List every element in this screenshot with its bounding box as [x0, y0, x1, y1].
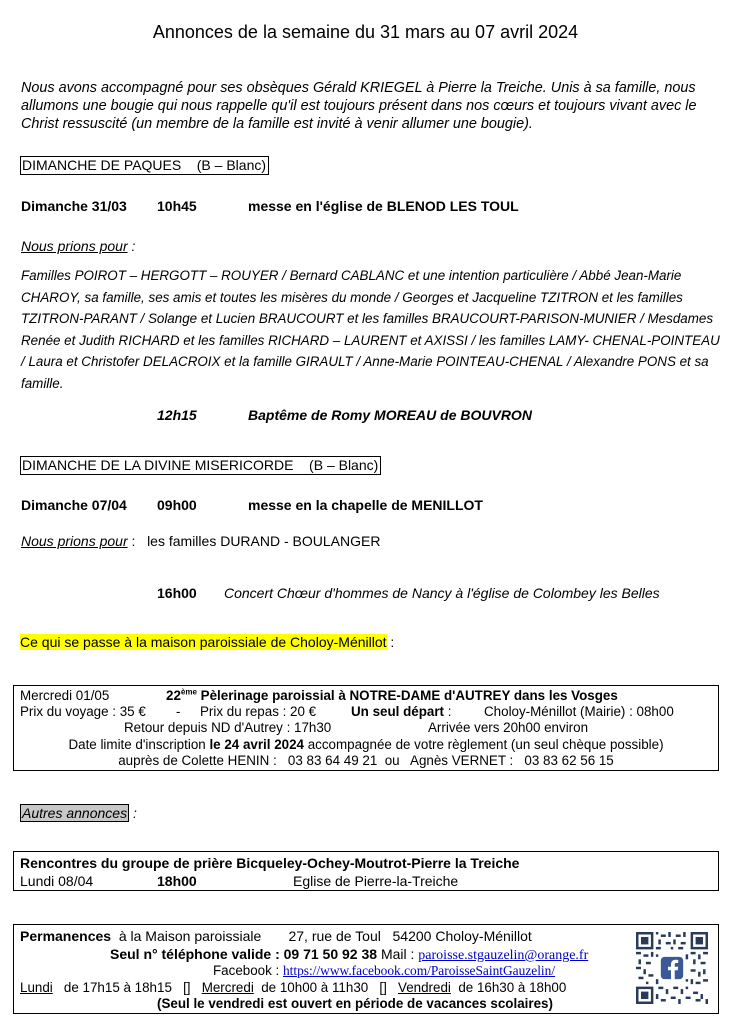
facebook-qr-code-icon: [636, 932, 708, 1004]
sep-1: []: [183, 980, 191, 995]
pelerinage-date: Mercredi 01/05: [20, 688, 110, 703]
sunday1-heading: DIMANCHE DE PAQUES (B – Blanc): [20, 156, 269, 175]
pelerinage-box: [13, 685, 719, 771]
sunday2-prions-label: Nous prions pour: [21, 533, 128, 549]
permanences-text: à la Maison paroissiale 27, rue de Toul 54200 Choloy-Ménillot: [111, 928, 532, 944]
permanences-line: [20, 928, 532, 944]
sunday2-prions-rest: : les familles DURAND - BOULANGER: [127, 533, 381, 549]
sunday1-heading-box: [20, 157, 269, 175]
pelerinage-sup: ème: [180, 687, 197, 697]
permanences-note: (Seul le vendredi est ouvert en période de vacances scolaires): [157, 996, 553, 1011]
tel: Seul n° téléphone valide : 09 71 50 92 38: [110, 946, 378, 962]
tel-line: [110, 946, 588, 964]
fb-label: Facebook :: [213, 963, 283, 978]
mail-link[interactable]: paroisse.stgauzelin@orange.fr: [418, 948, 589, 963]
depart: [351, 704, 451, 720]
concert-text: Concert Chœur d'hommes de Nancy à l'église de Colombey les Belles: [224, 585, 660, 601]
sep-2: []: [379, 980, 387, 995]
facebook-link[interactable]: https://www.facebook.com/ParoisseSaintGauzelin/: [282, 963, 556, 978]
depart-lieu: Choloy-Ménillot (Mairie) : 08h00: [484, 704, 674, 719]
sunday1-prions-label: Nous prions pour: [21, 238, 128, 254]
pelerinage-title-text: Pèlerinage paroissial à NOTRE-DAME d'AUTREY dans les Vosges: [196, 688, 618, 703]
depart-label: Un seul départ: [351, 704, 445, 719]
prix-dash: -: [176, 704, 181, 719]
limite-pre: Date limite d'inscription: [68, 737, 210, 752]
sunday2-time: 09h00: [157, 497, 197, 513]
page-title: Annonces de la semaine du 31 mars au 07 avril 2024: [152, 22, 579, 42]
bapteme-text: Baptême de Romy MOREAU de BOUVRON: [248, 407, 532, 423]
pelerinage-title: [166, 688, 618, 704]
mercredi: Mercredi: [201, 980, 254, 995]
pelerinage-num: 22: [166, 688, 181, 703]
priere-day: Lundi 08/04: [20, 873, 94, 889]
sunday2-event: messe en la chapelle de MENILLOT: [248, 497, 483, 513]
priere-box: [13, 851, 719, 891]
lundi: Lundi: [20, 980, 53, 995]
autres-label: Autres annonces: [22, 805, 128, 821]
sunday1-intentions: Familles POIROT – HERGOTT – ROUYER / Bernard CABLANC et une intention particulière / Abbé Jean-Marie CHAROY, sa famille, ses amis et toutes les misères du monde / Georges et Jacqueline TZITRON et les familles TZITRON-PARANT / Solange et Lucien BRAUCOURT et les familles BRAUCOURT-PARISON-MUNIER / Mesdames Renée et Judith RICHARD et les familles RICHARD – LAURENT et AXISSI / les familles LAMY- CHENAL-POINTEAU / Laura et Christofer DELACROIX et la famille GIRAULT / Anne-Marie POINTEAU-CHENAL / Alexandre PONS et sa famille.: [21, 268, 720, 391]
sunday1-time: 10h45: [157, 198, 197, 214]
prix-repas: Prix du repas : 20 €: [200, 704, 317, 719]
priere-place: Eglise de Pierre-la-Treiche: [293, 873, 459, 889]
sunday1-prions: [21, 238, 135, 254]
sunday2-prions: [21, 533, 380, 549]
sunday1-day: Dimanche 31/03: [21, 198, 127, 214]
contacts: auprès de Colette HENIN : 03 83 64 49 21 ou Agnès VERNET : 03 83 62 56 15: [118, 753, 614, 768]
bapteme-time: 12h15: [157, 407, 197, 423]
priere-time: 18h00: [157, 873, 197, 889]
lundi-hours: de 17h15 à 18h15: [52, 980, 172, 995]
intro-paragraph: Nous avons accompagné pour ses obsèques Gérald KRIEGEL à Pierre la Treiche. Unis à sa famille, nous allumons une bougie qui nous rappelle qu'il est toujours présent dans nos cœurs et toujours vivant avec le Christ ressuscité (un membre de la famille est invité à venir allumer une bougie).: [21, 80, 697, 132]
sunday1-event: messe en l'église de BLENOD LES TOUL: [248, 198, 519, 214]
autres-colon: :: [129, 805, 137, 821]
date-limite: [14, 737, 718, 753]
limite-date: le 24 avril 2024: [209, 737, 304, 752]
sunday1-prions-colon: :: [127, 238, 136, 254]
permanences-box: [13, 924, 719, 1014]
limite-post: accompagnée de votre règlement (un seul chèque possible): [304, 737, 664, 752]
maison-label: Ce qui se passe à la maison paroissiale de Choloy-Ménillot: [20, 634, 387, 650]
maison-heading: [20, 634, 394, 650]
autres-heading: [20, 805, 137, 821]
sunday2-heading: DIMANCHE DE LA DIVINE MISERICORDE (B – Blanc): [20, 456, 381, 475]
vendredi: Vendredi: [398, 980, 451, 995]
horaires-line: [20, 980, 566, 996]
mercredi-hours: de 10h00 à 11h30: [253, 980, 369, 995]
facebook-line: [213, 963, 555, 979]
arrivee: Arrivée vers 20h00 environ: [428, 720, 589, 735]
vendredi-hours: de 16h30 à 18h00: [450, 980, 567, 995]
permanences-label: Permanences: [20, 928, 112, 944]
mail-label: Mail :: [377, 946, 419, 962]
depart-colon: :: [444, 704, 452, 719]
maison-colon: :: [386, 634, 395, 650]
priere-title: Rencontres du groupe de prière Bicqueley-Ochey-Moutrot-Pierre la Treiche: [20, 855, 520, 871]
sunday2-day: Dimanche 07/04: [21, 497, 127, 513]
concert-time: 16h00: [157, 585, 197, 601]
retour: Retour depuis ND d'Autrey : 17h30: [124, 720, 332, 735]
sunday2-heading-box: [20, 457, 381, 475]
prix-voyage: Prix du voyage : 35 €: [20, 704, 146, 719]
